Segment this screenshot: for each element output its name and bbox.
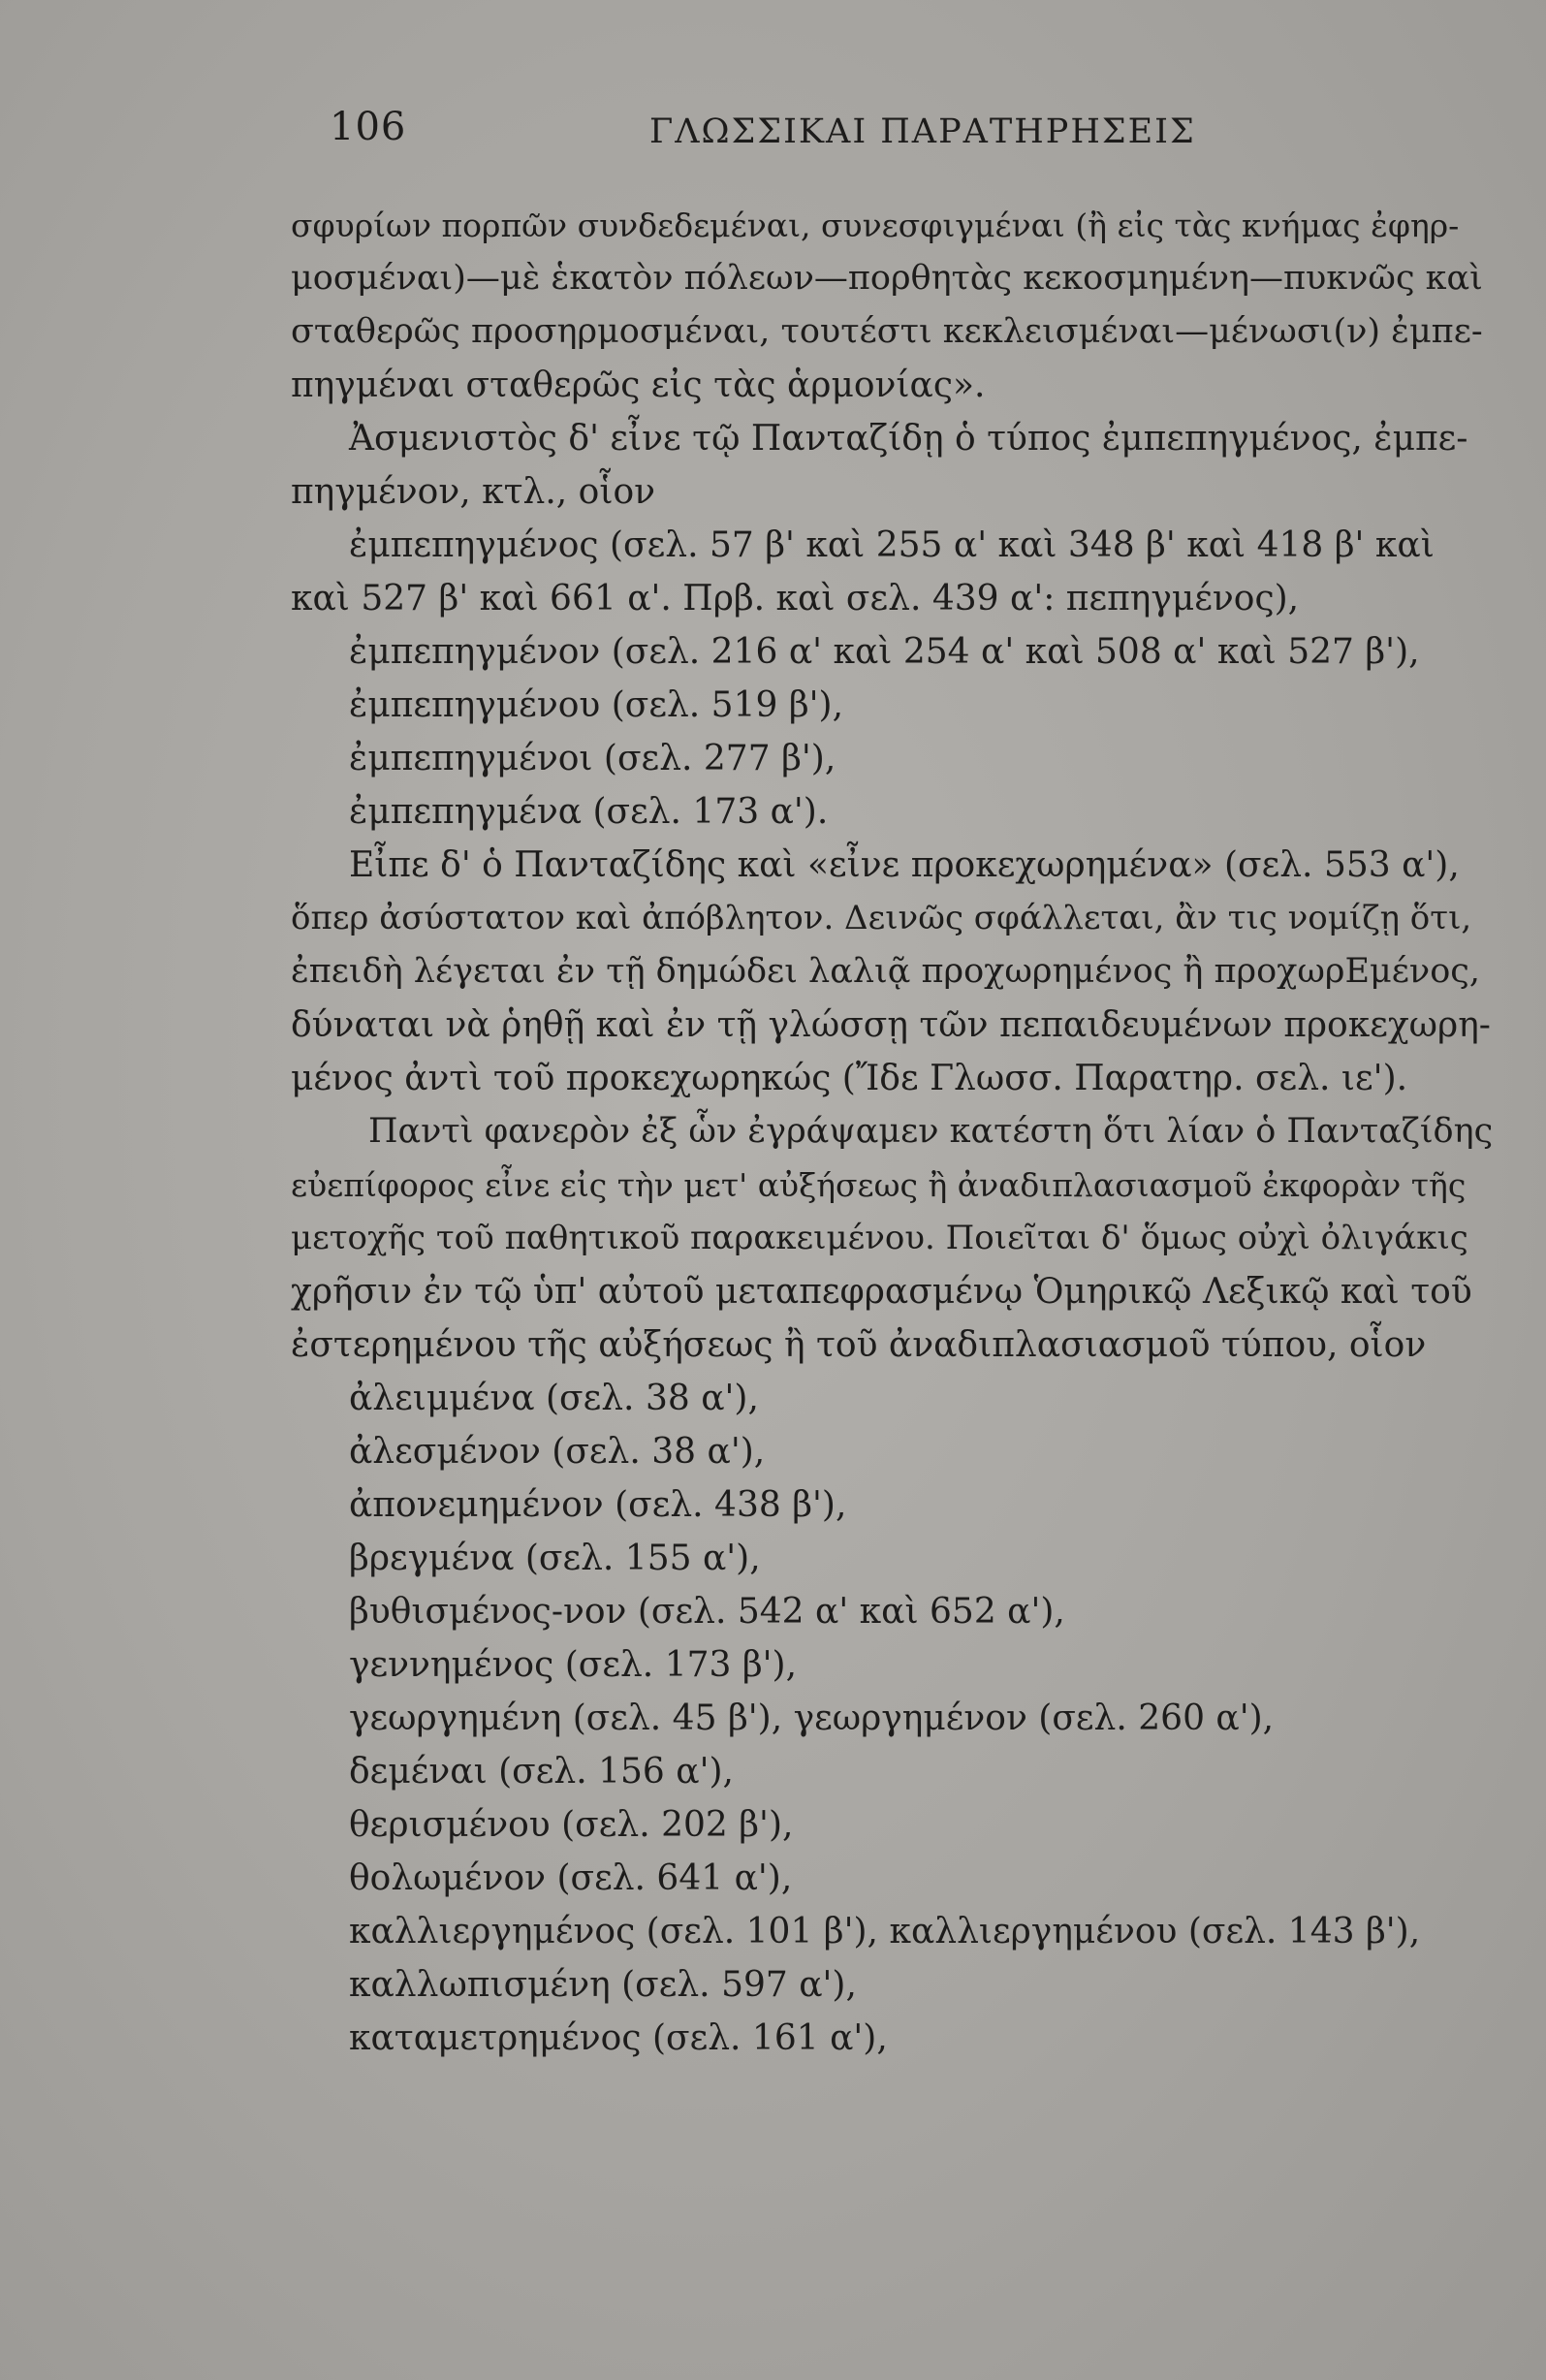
paragraph-start-line: Παντὶ φανερὸν ἐξ ὧν ἐγράψαμεν κατέστη ὅτι λίαν ὁ Πανταζίδης bbox=[368, 1112, 1494, 1151]
text-line: εὐεπίφορος εἶνε εἰς τὴν μετ' αὐξήσεως ἢ ἀναδιπλασιασμοῦ ἐκφορὰν τῆς bbox=[291, 1166, 1467, 1204]
example-line: ἀλεσμένον (σελ. 38 α'), bbox=[349, 1432, 766, 1472]
page-header bbox=[330, 105, 1444, 163]
example-continuation-line: καὶ 527 β' καὶ 661 α'. Πρβ. καὶ σελ. 439 α': πεπηγμένος), bbox=[291, 579, 1300, 619]
text-line: ὅπερ ἀσύστατον καὶ ἀπόβλητον. Δεινῶς σφάλλεται, ἂν τις νομίζῃ ὅτι, bbox=[291, 899, 1472, 937]
text-line: μετοχῆς τοῦ παθητικοῦ παρακειμένου. Ποιεῖται δ' ὅμως οὐχὶ ὀλιγάκις bbox=[291, 1219, 1468, 1257]
example-line: θερισμένου (σελ. 202 β'), bbox=[349, 1805, 794, 1845]
example-line: θολωμένον (σελ. 641 α'), bbox=[349, 1858, 793, 1898]
example-line: βρεγμένα (σελ. 155 α'), bbox=[349, 1539, 761, 1578]
text-line: μένος ἀντὶ τοῦ προκεχωρηκώς (Ἴδε Γλωσσ. Παρατηρ. σελ. ιε'). bbox=[291, 1059, 1408, 1098]
page-body bbox=[291, 199, 1493, 2065]
page-number: 106 bbox=[330, 105, 407, 149]
example-line: ἐμπεπηγμένα (σελ. 173 α'). bbox=[349, 792, 829, 832]
paragraph-start-line: Ἀσμενιστὸς δ' εἶνε τῷ Πανταζίδῃ ὁ τύπος ἐμπεπηγμένος, ἐμπε- bbox=[349, 419, 1468, 459]
example-line: ἀλειμμένα (σελ. 38 α'), bbox=[349, 1379, 759, 1418]
example-line: ἐμπεπηγμένος (σελ. 57 β' καὶ 255 α' καὶ 348 β' καὶ 418 β' καὶ bbox=[349, 525, 1435, 565]
example-line: καλλωπισμένη (σελ. 597 α'), bbox=[349, 1965, 857, 2005]
example-line: ἀπονεμημένον (σελ. 438 β'), bbox=[349, 1485, 847, 1525]
example-line: ἐμπεπηγμένον (σελ. 216 α' καὶ 254 α' καὶ 508 α' καὶ 527 β'), bbox=[349, 632, 1420, 672]
example-line: βυθισμένος-νον (σελ. 542 α' καὶ 652 α'), bbox=[349, 1592, 1065, 1632]
running-title: ΓΛΩΣΣΙΚΑΙ ΠΑΡΑΤΗΡΗΣΕΙΣ bbox=[649, 112, 1196, 151]
example-line: ἐμπεπηγμένου (σελ. 519 β'), bbox=[349, 685, 844, 725]
text-line: ἐπειδὴ λέγεται ἐν τῇ δημώδει λαλιᾷ προχωρημένος ἢ προχωρΕμένος, bbox=[291, 952, 1480, 991]
text-line: σφυρίων πορπῶν συνδεδεμέναι, συνεσφιγμέναι (ἢ εἰς τὰς κνήμας ἐφηρ- bbox=[291, 206, 1460, 244]
text-line: ἐστερημένου τῆς αὐξήσεως ἢ τοῦ ἀναδιπλασιασμοῦ τύπου, οἷον bbox=[291, 1325, 1427, 1365]
example-line: καλλιεργημένος (σελ. 101 β'), καλλιεργημένου (σελ. 143 β'), bbox=[349, 1912, 1421, 1952]
text-line: χρῆσιν ἐν τῷ ὑπ' αὐτοῦ μεταπεφρασμένῳ Ὁμηρικῷ Λεξικῷ καὶ τοῦ bbox=[291, 1272, 1472, 1312]
example-line: καταμετρημένος (σελ. 161 α'), bbox=[349, 2018, 888, 2058]
text-line: δύναται νὰ ῥηθῇ καὶ ἐν τῇ γλώσσῃ τῶν πεπαιδευμένων προκεχωρη- bbox=[291, 1005, 1491, 1045]
example-line: γεννημένος (σελ. 173 β'), bbox=[349, 1645, 798, 1685]
example-line: δεμέναι (σελ. 156 α'), bbox=[349, 1752, 734, 1792]
paragraph-start-line: Εἶπε δ' ὁ Πανταζίδης καὶ «εἶνε προκεχωρημένα» (σελ. 553 α'), bbox=[349, 845, 1460, 885]
text-line: πηγμέναι σταθερῶς εἰς τὰς ἁρμονίας». bbox=[291, 365, 986, 405]
text-line: πηγμένον, κτλ., οἷον bbox=[291, 472, 656, 512]
example-line: γεωργημένη (σελ. 45 β'), γεωργημένον (σελ. 260 α'), bbox=[349, 1698, 1275, 1738]
example-line: ἐμπεπηγμένοι (σελ. 277 β'), bbox=[349, 739, 836, 778]
text-line: σταθερῶς προσηρμοσμέναι, τουτέστι κεκλεισμέναι—μένωσι(ν) ἐμπε- bbox=[291, 312, 1483, 351]
text-line: μοσμέναι)—μὲ ἑκατὸν πόλεων—πορθητὰς κεκοσμημένη—πυκνῶς καὶ bbox=[291, 259, 1483, 298]
